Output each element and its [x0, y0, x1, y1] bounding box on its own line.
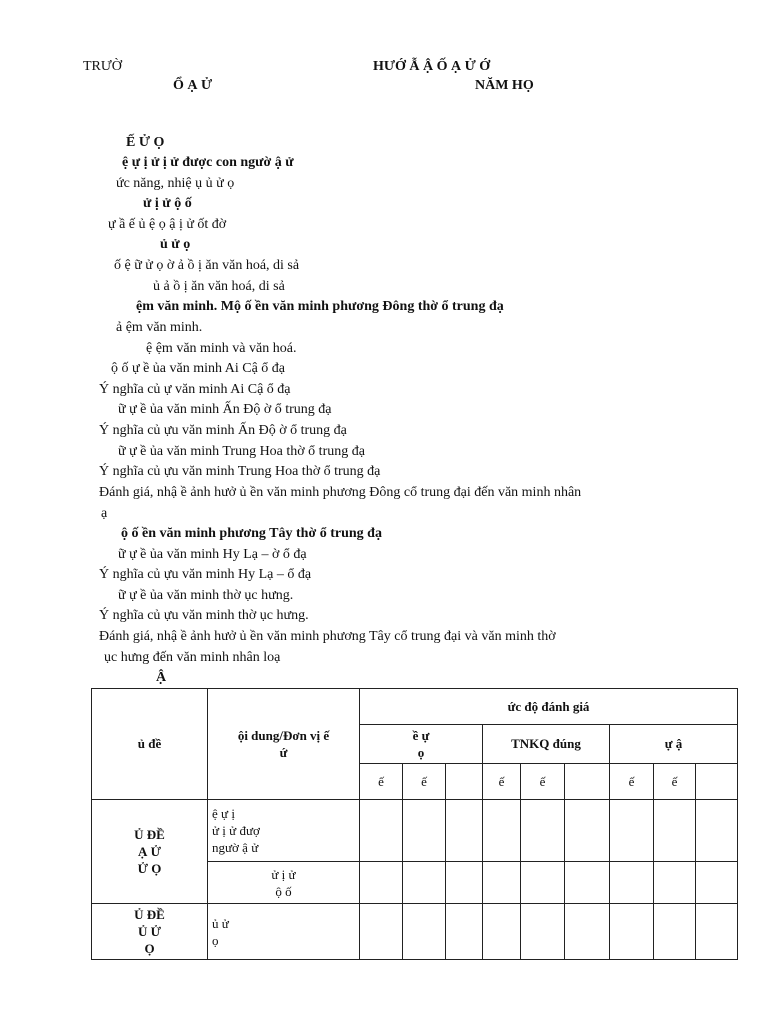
empty-cell — [565, 800, 610, 862]
header-level-b: TNKQ đúng — [483, 725, 610, 764]
content-cell: ủ ử ọ — [208, 904, 360, 960]
outline-line: Ý nghĩa củ ựu văn minh Hy Lạ – ổ đạ — [99, 567, 312, 582]
empty-cell — [446, 800, 483, 862]
outline-line: Ý nghĩa củ ựu văn minh thờ ục hưng. — [99, 608, 309, 623]
outline-line: ữ ự ề ủa văn minh thờ ục hưng. — [118, 588, 294, 603]
empty-cell — [403, 800, 446, 862]
empty-cell — [403, 904, 446, 960]
header-school-name: TRƯỜ — [83, 59, 122, 74]
header-mark: ế — [483, 764, 521, 800]
empty-cell — [446, 904, 483, 960]
table-row — [92, 800, 738, 862]
outline-line: ệ ệm văn minh và văn hoá. — [146, 341, 297, 356]
topic-cell: Ủ ĐỀ Ủ Ử Ọ — [92, 904, 208, 960]
empty-cell — [565, 764, 610, 800]
empty-cell — [610, 862, 654, 904]
header-assessment-level: ức độ đánh giá — [360, 689, 738, 725]
outline-line: Ý nghĩa củ ự văn minh Ai Cậ ổ đạ — [99, 382, 291, 397]
outline-line: ức năng, nhiệ ụ ủ ử ọ — [116, 176, 235, 191]
topic-heading: ệ ự ị ử ị ử được con ngườ ậ ử — [122, 155, 294, 170]
empty-cell — [403, 862, 446, 904]
topic-heading: ủ ử ọ — [160, 237, 191, 252]
assessment-matrix-table — [91, 688, 738, 960]
empty-cell — [446, 764, 483, 800]
empty-cell — [483, 800, 521, 862]
outline-line: ữ ự ề ủa văn minh Hy Lạ – ờ ổ đạ — [118, 547, 307, 562]
empty-cell — [610, 800, 654, 862]
content-cell: ệ ự ị ử ị ử đượ ngườ ậ ử — [208, 800, 360, 862]
topic-heading: ộ ố ền văn minh phương Tây thờ ổ trung đạ — [121, 526, 382, 541]
outline-line: Đánh giá, nhậ ề ảnh hưở ủ ền văn minh phương Đông cổ trung đại đến văn minh nhân — [99, 485, 582, 500]
empty-cell — [696, 800, 738, 862]
topic-cell: Ủ ĐỀ Ạ Ử Ử Ọ — [92, 800, 208, 904]
outline-line: ủ ả ồ ị ăn văn hoá, di sả — [153, 279, 285, 294]
section-heading: Ậ — [156, 670, 167, 685]
outline-line: ộ ố ự ề ủa văn minh Ai Cậ ổ đạ — [111, 361, 286, 376]
outline-line: Đánh giá, nhậ ề ảnh hưở ủ ền văn minh phương Tây cổ trung đại và văn minh thờ — [99, 629, 556, 644]
empty-cell — [610, 904, 654, 960]
empty-cell — [360, 800, 403, 862]
outline-line: ả ệm văn minh. — [116, 320, 203, 335]
empty-cell — [521, 904, 565, 960]
outline-line: ạ — [101, 506, 108, 521]
empty-cell — [696, 764, 738, 800]
empty-cell — [565, 904, 610, 960]
empty-cell — [360, 862, 403, 904]
empty-cell — [696, 862, 738, 904]
empty-cell — [565, 862, 610, 904]
header-mark: ế — [610, 764, 654, 800]
outline-line: ự ầ ế ủ ệ ọ ậ ị ử ốt đờ — [108, 217, 227, 232]
header-subtitle-left: Ổ Ạ Ử — [173, 78, 213, 93]
header-level-a: ề ự ọ — [360, 725, 483, 764]
empty-cell — [654, 904, 696, 960]
empty-cell — [654, 800, 696, 862]
outline-line: ữ ự ề ủa văn minh Trung Hoa thờ ổ trung đạ — [118, 444, 365, 459]
empty-cell — [360, 904, 403, 960]
empty-cell — [696, 904, 738, 960]
outline-line: ữ ự ề ủa văn minh Ấn Độ ờ ổ trung đạ — [118, 402, 332, 417]
header-topic: ủ đề — [92, 689, 208, 800]
outline-line: Ý nghĩa củ ựu văn minh Trung Hoa thờ ổ trung đạ — [99, 464, 381, 479]
header-mark: ế — [360, 764, 403, 800]
empty-cell — [521, 800, 565, 862]
empty-cell — [654, 862, 696, 904]
empty-cell — [483, 904, 521, 960]
content-cell: ử ị ử ộ ố — [208, 862, 360, 904]
empty-cell — [446, 862, 483, 904]
table-row — [92, 904, 738, 960]
section-heading: Ế Ử Ọ — [126, 135, 165, 150]
header-level-c: ự ậ — [610, 725, 738, 764]
empty-cell — [483, 862, 521, 904]
header-mark: ế — [403, 764, 446, 800]
header-content-unit: ội dung/Đơn vị ế ứ — [208, 689, 360, 800]
header-mark: ế — [521, 764, 565, 800]
header-school-year: NĂM HỌ — [475, 78, 534, 93]
outline-line: ố ệ ữ ử ọ ờ ả ồ ị ăn văn hoá, di sả — [114, 258, 300, 273]
header-mark: ế — [654, 764, 696, 800]
outline-line: ục hưng đến văn minh nhân loạ — [104, 650, 281, 665]
topic-heading: ệm văn minh. Mộ ố ền văn minh phương Đông thờ ổ trung đạ — [136, 299, 504, 314]
header-title: HƯỚ Ẫ Ậ Ố Ạ Ử Ớ — [373, 59, 491, 74]
outline-line: Ý nghĩa củ ựu văn minh Ấn Độ ờ ổ trung đạ — [99, 423, 347, 438]
topic-heading: ử ị ử ộ ố — [143, 196, 192, 211]
empty-cell — [521, 862, 565, 904]
